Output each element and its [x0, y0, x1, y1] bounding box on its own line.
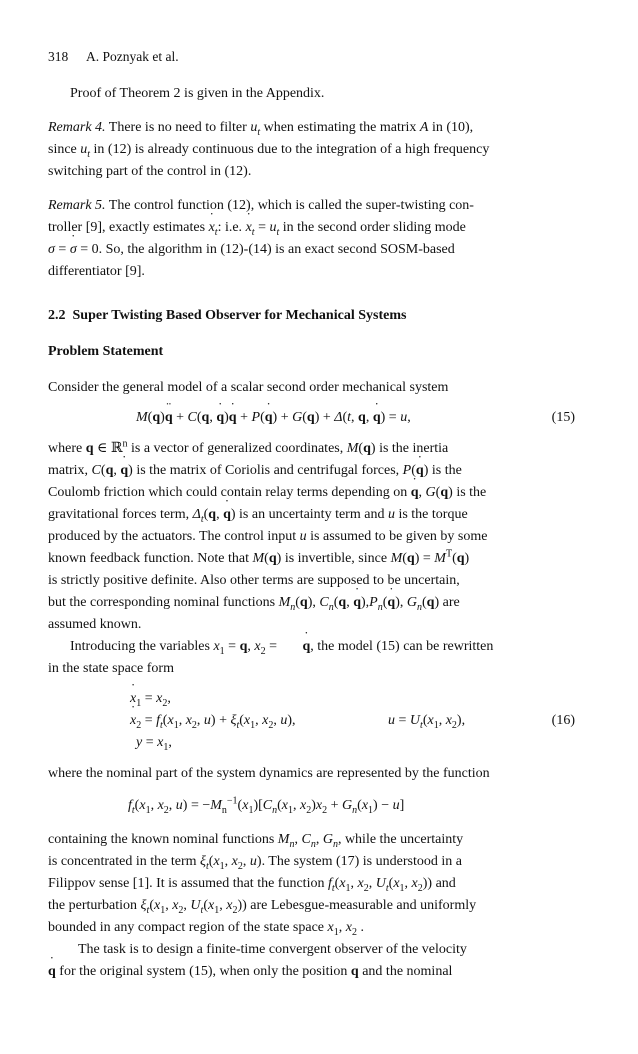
paragraph-state-variables: Introducing the variables $x_1 = q$, $x_2$ = ˙ q, the model (15) can be rewritten in the state space form	[48, 636, 575, 680]
remark-5-label: Remark 5.	[48, 198, 106, 213]
paragraph-model-terms: where q ∈ ℝ$^n$ is a vector of generalized coordinates, M(q) is the inertia matrix, C(q, ˙ q) is the matrix of Coriolis and centrifugal forces, P(˙ q) is the Coulomb friction which could contain relay terms depending on ˙ q, G(q) is the gravitational forces term, $\Delta_t(q$, ˙ q) is an uncertainty term and u is the torque produced by the actuators. The control input u is assumed to be given by some known feedback function. Note that M(q) is invertible, since $M(q) = M^T(q)$ is strictly positive definite. Also other terms are supposed to be uncertain, but the corresponding nominal functions $M_n(q)$, $C_n(q$, ˙ $q),P_n(˙$ q), $G_n(q)$ are assumed known.	[48, 438, 575, 636]
remark-5: Remark 5. The control function (12), which is called the super-twisting con- troller [9], exactly estimates ˙ $x_t$: i.e. ˙ $x_t = u_t$ in the second order sliding mode σ = ˙ σ = 0. So, the algorithm in (12)-(14) is an exact second SOSM-based differentiator [9].	[48, 195, 575, 283]
proof-note: Proof of Theorem 2 is given in the Appendix.	[70, 86, 325, 101]
page	[48, 46, 575, 983]
eq15-number: (15)	[551, 410, 575, 425]
subsection-heading: Problem Statement	[48, 344, 164, 359]
intro-text: Consider the general model of a scalar second order mechanical system	[48, 380, 449, 395]
running-authors: A. Poznyak et al.	[86, 49, 179, 64]
nominal-text: where the nominal part of the system dynamics are represented by the function	[48, 766, 490, 781]
equation-16: ˙ $x_1 = x_2$, ˙ $x_2 = f_t(x_1$, $x_2$, $u) + \xi_t(x_1$, $x_2$, u), $u = U_t(x_1$, $x_2$), $y = x_1$, (16)	[48, 688, 575, 754]
remark-4: Remark 4. There is no need to filter $u_t$ when estimating the matrix A in (10), since $u_t$ in (12) is already continuous due to the integration of a high frequency switching part of the control in (12).	[48, 120, 490, 179]
page-number: 318	[48, 49, 69, 64]
equation-nominal: $f_t(x_1$, $x_2$, $u) = -M_n^{-1}(x_1)[C_n(x_1$, $x_2)x_2 + G_n(x_1) - u$]	[128, 795, 405, 816]
remark-4-label: Remark 4.	[48, 120, 106, 135]
section-heading: 2.2 Super Twisting Based Observer for Mechanical Systems	[48, 308, 407, 323]
running-header	[48, 46, 575, 68]
paragraph-uncertainty: containing the known nominal functions $M_n$, $C_n$, $G_n$, while the uncertainty is concentrated in the term $\xi_t(x_1$, $x_2$, u). The system (17) is understood in a Filippov sense [1]. It is assumed that the function $f_t(x_1$, $x_2$, $U_t(x_1$, $x_2$)) and the perturbation $\xi_t(x_1$, $x_2$, $U_t(x_1$, $x_2$)) are Lebesgue-measurable and uniformly bounded in any compact region of the state space $x_1$, $x_2$ .	[48, 832, 477, 938]
eq16-number: (16)	[551, 713, 575, 728]
paragraph-task: The task is to design a finite-time convergent observer of the velocity ˙ q for the original system (15), when only the position q and the nominal	[48, 939, 575, 983]
equation-15: M(q)¨ q + C(q, ˙ q)˙ q + P(˙ q) + G(q) + Δ(t, q, ˙ q) = u, (15)	[48, 407, 575, 429]
